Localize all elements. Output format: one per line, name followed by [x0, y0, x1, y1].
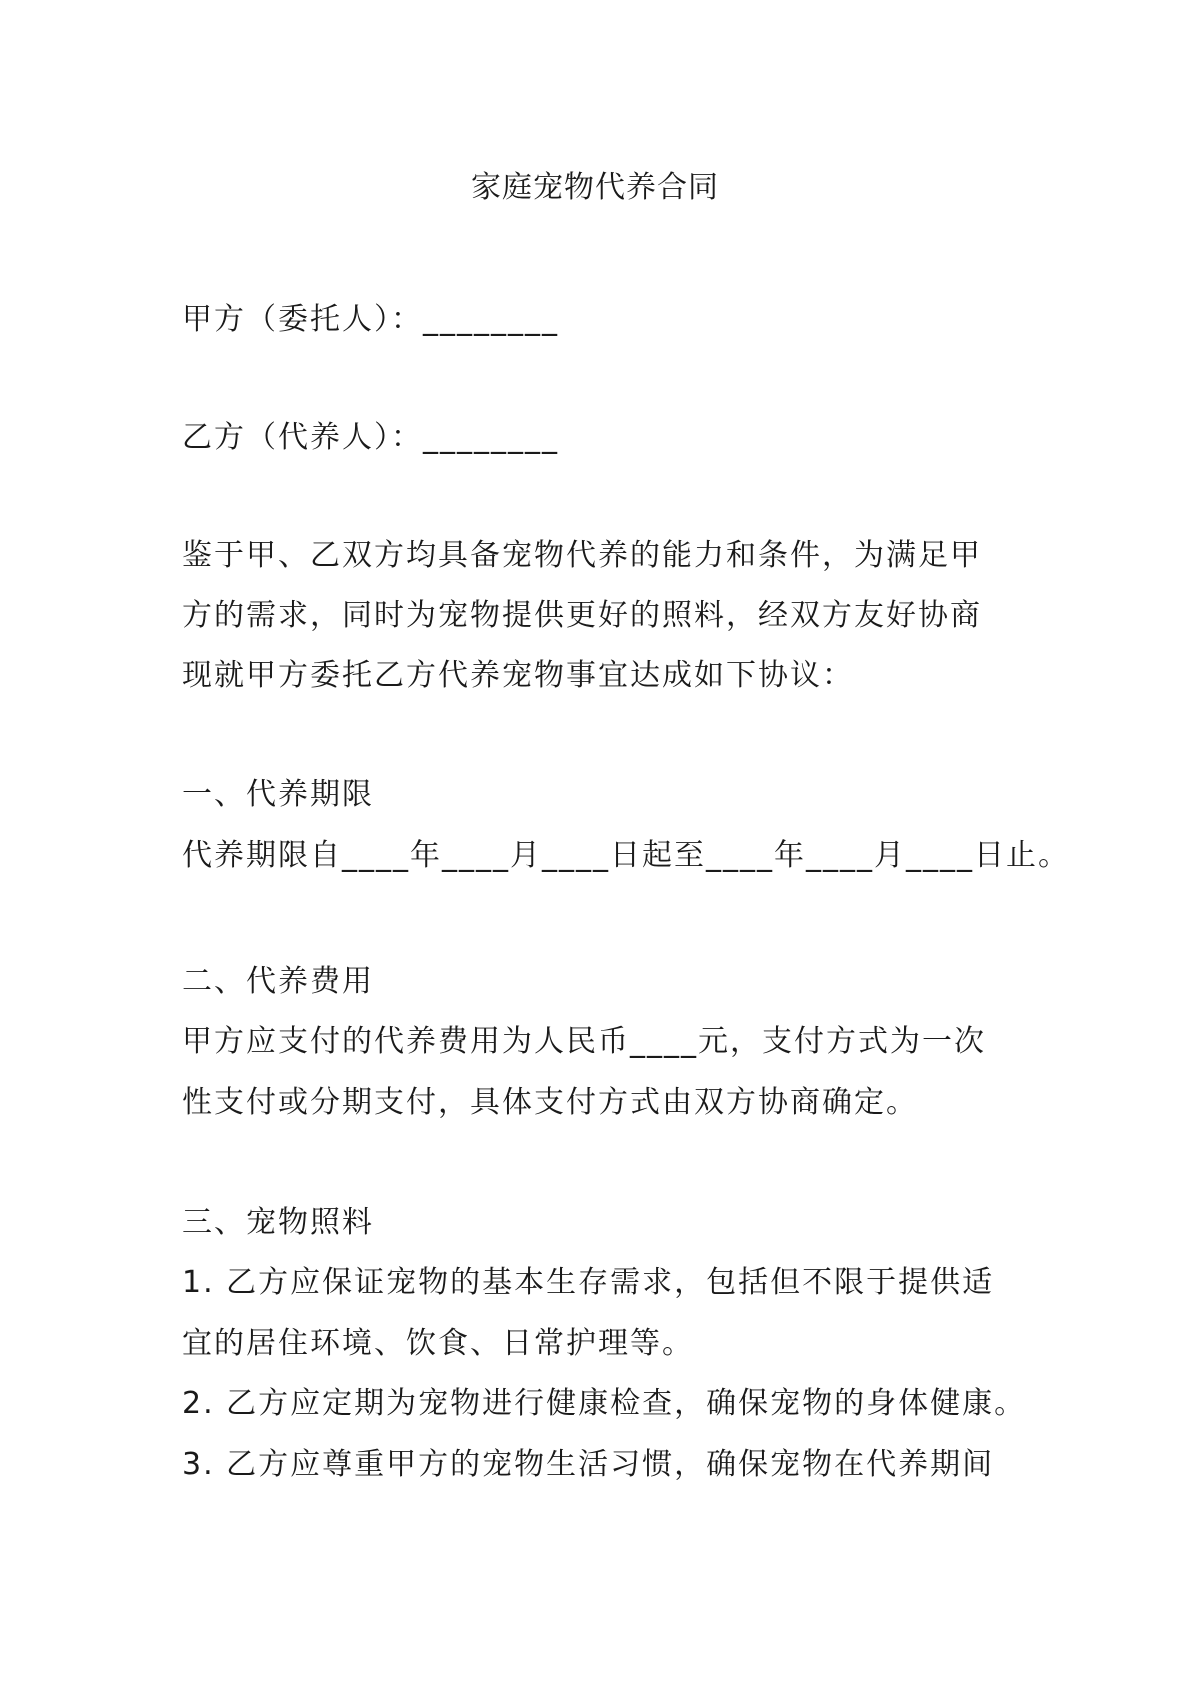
- section-text: 宜的居住环境、饮食、日常护理等。: [182, 1326, 694, 1361]
- section-text: 2. 乙方应定期为宠物进行健康检查，确保宠物的身体健康。: [182, 1386, 1027, 1421]
- section-text: 性支付或分期支付，具体支付方式由双方协商确定。: [182, 1085, 918, 1120]
- document-title: 家庭宠物代养合同: [471, 170, 719, 205]
- section-heading: 一、代养期限: [182, 777, 374, 812]
- section-text: 甲方应支付的代养费用为人民币____元，支付方式为一次: [182, 1024, 986, 1059]
- section-heading: 二、代养费用: [182, 964, 374, 999]
- preamble-line: 鉴于甲、乙双方均具备宠物代养的能力和条件，为满足甲: [182, 538, 982, 573]
- section-heading: 三、宠物照料: [182, 1205, 374, 1240]
- preamble-line: 方的需求，同时为宠物提供更好的照料，经双方友好协商: [182, 598, 982, 633]
- party-a-line: 甲方（委托人）：________: [182, 302, 559, 337]
- party-b-line: 乙方（代养人）：________: [182, 420, 559, 455]
- section-text: 代养期限自____年____月____日起至____年____月____日止。: [182, 838, 1070, 873]
- section-text: 3. 乙方应尊重甲方的宠物生活习惯，确保宠物在代养期间: [182, 1447, 995, 1482]
- section-text: 1. 乙方应保证宠物的基本生存需求，包括但不限于提供适: [182, 1265, 995, 1300]
- preamble-line: 现就甲方委托乙方代养宠物事宜达成如下协议：: [182, 658, 854, 693]
